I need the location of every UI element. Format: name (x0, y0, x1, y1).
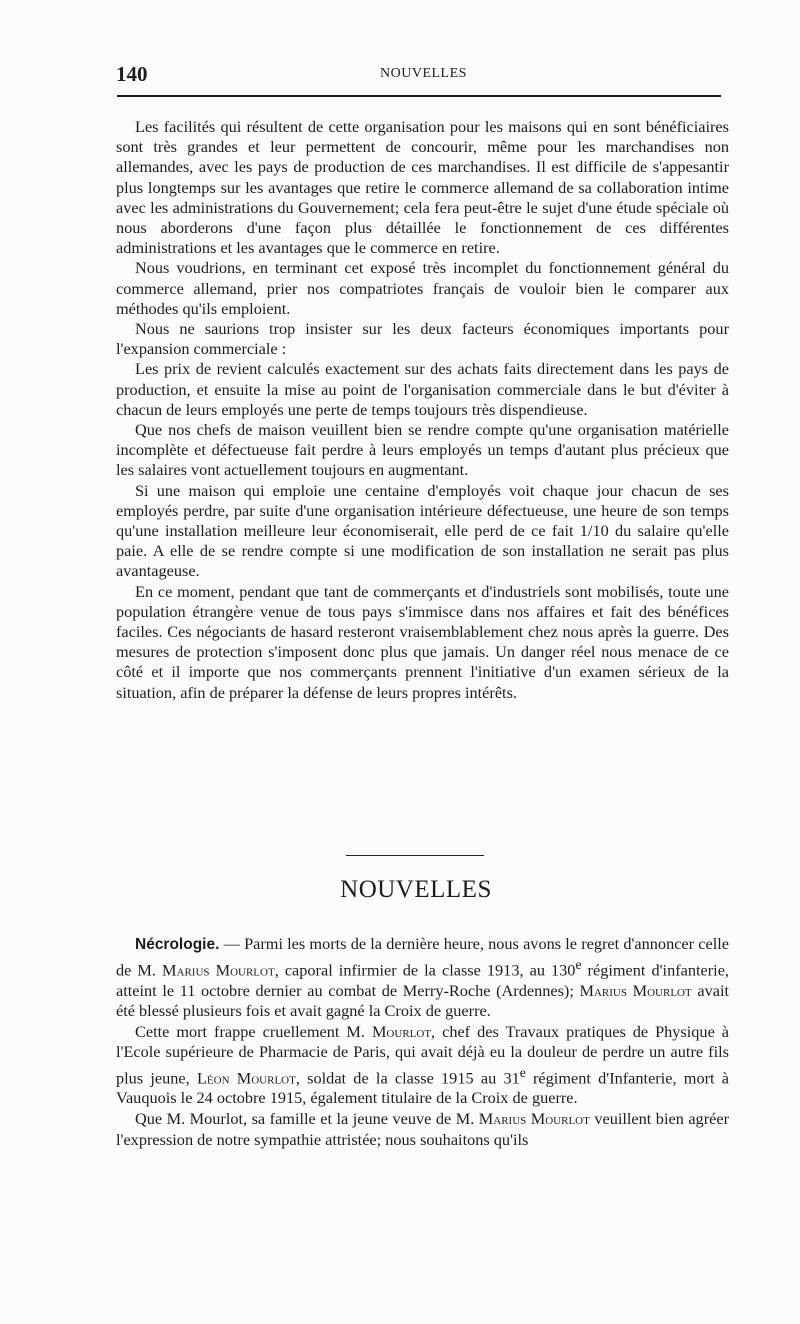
paragraph: Nous ne saurions trop insister sur les deux facteurs économiques importants pour l'expansion commerciale : (116, 319, 729, 359)
page-number: 140 (116, 62, 148, 86)
paragraph: Les facilités qui résultent de cette organisation pour les maisons qui en sont bénéficiaires sont très grandes et leur permettent de concourir, même pour les marchandises non allemandes, avec les pays de production de ces marchandises. Il est difficile de s'appesantir plus longtemps sur les avantages que retire le commerce allemand de sa collaboration intime avec les administrations du Gouvernement; cela fera peut-être le sujet d'une étude spéciale où nous aborderons d'une façon plus détaillée le fonctionnement de ces différentes administrations et les avantages que le commerce en retire. (116, 117, 729, 258)
text-run: , caporal infirmier de la classe 1913, au 130 (274, 960, 576, 980)
paragraph: Que nos chefs de maison veuillent bien se rendre compte qu'une organisation matérielle incomplète et défectueuse fait perdre à leurs employés un temps d'autant plus précieux que les salaires vont actuellement toujours en augmentant. (116, 420, 729, 480)
person-name: Marius Mourlot (478, 1109, 590, 1129)
text-run: — Parmi les morts de la dernière heure, nous avons le regret d'annoncer celle de M. (116, 934, 729, 980)
text-run: , soldat de la classe 1915 au 31 (295, 1068, 520, 1088)
text-run: avait été blessé plusieurs fois et avait gagné la Croix de guerre. (116, 980, 729, 1021)
header-rule (117, 95, 721, 97)
text-run: Cette mort frappe cruellement M. (135, 1022, 372, 1042)
person-name: Marius Mourlot (162, 960, 275, 980)
necrology-heading: Nécrologie. (135, 936, 220, 953)
necrology-paragraph (116, 934, 729, 1021)
ordinal-suffix: e (575, 957, 582, 973)
text-run: régiment d'infanterie, atteint le 11 octobre dernier au combat de Merry-Roche (Ardennes); (116, 960, 729, 1000)
necrology-paragraph (116, 1109, 729, 1149)
running-head: NOUVELLES (380, 66, 467, 81)
necrology-paragraph (116, 1022, 729, 1108)
person-name: Mourlot (371, 1022, 432, 1042)
news-body (116, 934, 729, 1150)
text-run: veuillent bien agréer l'expression de notre sympathie attristée; nous souhaitons qu'ils (116, 1109, 729, 1149)
text-run: régiment d'Infanterie, mort à Vauquois le 24 octobre 1915, également titulaire de la Croix de guerre. (116, 1068, 730, 1108)
paragraph: Nous voudrions, en terminant cet exposé très incomplet du fonctionnement général du commerce allemand, prier nos compatriotes français de vouloir bien le comparer aux méthodes qu'ils emploient. (116, 258, 729, 318)
section-divider (346, 855, 484, 856)
person-name: Léon Mourlot (196, 1068, 296, 1088)
person-name: Marius Mourlot (579, 980, 692, 1000)
ordinal-suffix: e (519, 1064, 526, 1080)
text-run: , chef des Travaux pratiques de Physique à l'Ecole supérieure de Pharmacie de Paris, qui avait déjà eu la douleur de perdre un autre fils plus jeune, (116, 1022, 729, 1088)
section-title: NOUVELLES (340, 876, 492, 903)
text-run: Que M. Mourlot, sa famille et la jeune veuve de M. (135, 1109, 479, 1129)
paragraph: Les prix de revient calculés exactement sur des achats faits directement dans les pays de production, et ensuite la mise au point de l'organisation commerciale dans le but d'éviter à chacun de leurs employés une perte de temps toujours très dispendieuse. (116, 359, 729, 419)
paragraph: En ce moment, pendant que tant de commerçants et d'industriels sont mobilisés, toute une population étrangère venue de tous pays s'immisce dans nos affaires et fait des bénéfices faciles. Ces négociants de hasard resteront vraisemblablement chez nous après la guerre. Des mesures de protection s'imposent donc plus que jamais. Un danger réel nous menace de ce côté et il importe que nos commerçants prennent l'initiative d'un examen sérieux de la situation, afin de préparer la défense de leurs propres intérêts. (116, 581, 729, 702)
paragraph: Si une maison qui emploie une centaine d'employés voit chaque jour chacun de ses employés perdre, par suite d'une organisation intérieure défectueuse, une heure de son temps qu'une installation meilleure leur économiserait, elle perd de ce fait 1/10 du salaire qu'elle paie. A elle de se rendre compte si une modification de son installation ne serait pas plus avantageuse. (116, 480, 729, 581)
article-body (116, 117, 729, 703)
